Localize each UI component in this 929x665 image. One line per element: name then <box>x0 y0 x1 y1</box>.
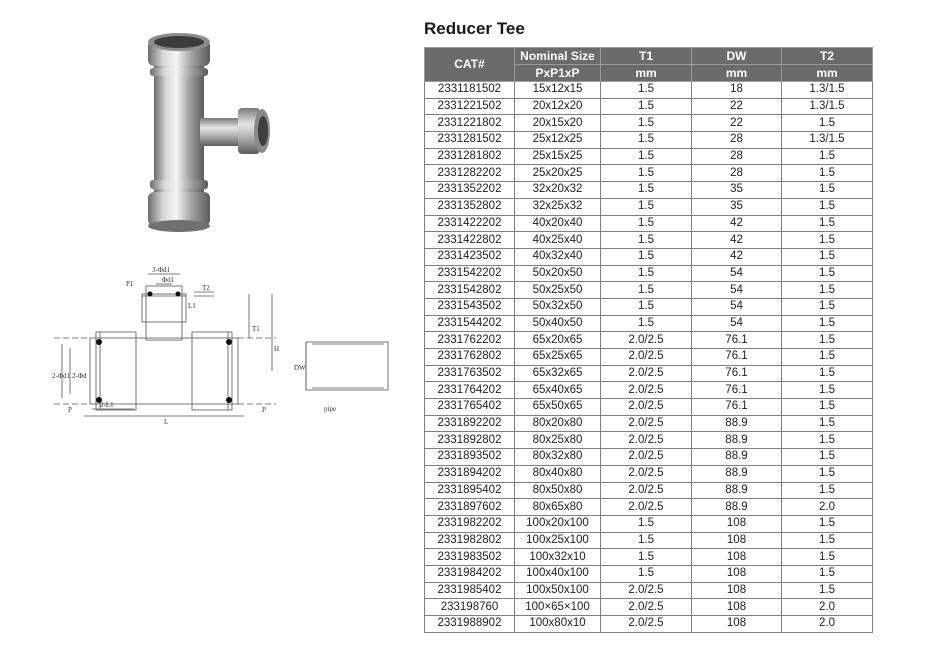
cell-t2: 1.5 <box>782 532 873 549</box>
cell-dw: 88.9 <box>692 415 782 432</box>
cell-cat-number: 2331543502 <box>425 298 515 315</box>
cell-cat-number: 2331893502 <box>425 449 515 466</box>
cell-t2: 1.5 <box>782 265 873 282</box>
cell-nominal-size: 40x25x40 <box>515 232 601 249</box>
cell-nominal-size: 80x65x80 <box>515 499 601 516</box>
cell-nominal-size: 65x32x65 <box>515 365 601 382</box>
cell-dw: 22 <box>692 115 782 132</box>
cell-t2: 1.5 <box>782 198 873 215</box>
table-row <box>425 499 873 516</box>
cell-t1: 2.0/2.5 <box>601 499 692 516</box>
cell-dw: 88.9 <box>692 482 782 499</box>
cell-nominal-size: 15x12x15 <box>515 82 601 99</box>
table-row <box>425 298 873 315</box>
cell-t2: 1.5 <box>782 482 873 499</box>
cell-cat-number: 2331765402 <box>425 399 515 416</box>
cell-cat-number: 2331542802 <box>425 282 515 299</box>
cell-cat-number: 2331983502 <box>425 549 515 566</box>
header-dw-unit: mm <box>692 65 782 82</box>
cell-dw: 88.9 <box>692 432 782 449</box>
table-row <box>425 565 873 582</box>
cell-nominal-size: 20x12x20 <box>515 98 601 115</box>
cell-nominal-size: 65x25x65 <box>515 349 601 366</box>
cell-t2: 1.5 <box>782 115 873 132</box>
table-row <box>425 232 873 249</box>
tee-technical-drawing <box>44 266 390 436</box>
cell-t1: 1.5 <box>601 549 692 566</box>
cell-dw: 54 <box>692 298 782 315</box>
cell-t1: 2.0/2.5 <box>601 582 692 599</box>
cell-dw: 28 <box>692 165 782 182</box>
cell-t2: 1.5 <box>782 382 873 399</box>
table-row <box>425 265 873 282</box>
table-row <box>425 332 873 349</box>
header-nominal-size: Nominal Size <box>515 48 601 65</box>
table-row <box>425 215 873 232</box>
cell-nominal-size: 65x40x65 <box>515 382 601 399</box>
cell-t2: 1.5 <box>782 315 873 332</box>
cell-nominal-size: 100x80x10 <box>515 616 601 633</box>
cell-cat-number: 2331221802 <box>425 115 515 132</box>
cell-dw: 108 <box>692 582 782 599</box>
drawing-label-t1: T1 <box>252 325 260 333</box>
cell-t1: 1.5 <box>601 132 692 149</box>
cell-t1: 1.5 <box>601 265 692 282</box>
header-t1: T1 <box>601 48 692 65</box>
cell-t1: 1.5 <box>601 298 692 315</box>
cell-cat-number: 2331988902 <box>425 616 515 633</box>
cell-dw: 108 <box>692 565 782 582</box>
cell-cat-number: 2331422202 <box>425 215 515 232</box>
cell-nominal-size: 100x50x100 <box>515 582 601 599</box>
table-row <box>425 349 873 366</box>
cell-dw: 54 <box>692 315 782 332</box>
drawing-label-pipe: pipe <box>324 405 337 413</box>
cell-t2: 1.5 <box>782 549 873 566</box>
cell-dw: 108 <box>692 549 782 566</box>
cell-t1: 2.0/2.5 <box>601 332 692 349</box>
cell-dw: 28 <box>692 148 782 165</box>
cell-cat-number: 2331897602 <box>425 499 515 516</box>
cell-dw: 76.1 <box>692 399 782 416</box>
table-row <box>425 449 873 466</box>
spec-table-header <box>425 48 873 82</box>
cell-dw: 42 <box>692 215 782 232</box>
cell-dw: 108 <box>692 599 782 616</box>
cell-nominal-size: 65x50x65 <box>515 399 601 416</box>
cell-t2: 1.5 <box>782 565 873 582</box>
cell-dw: 28 <box>692 132 782 149</box>
cell-t1: 1.5 <box>601 215 692 232</box>
cell-cat-number: 2331894202 <box>425 465 515 482</box>
drawing-label-bottom-l: 2-L1 <box>100 401 114 409</box>
cell-dw: 88.9 <box>692 499 782 516</box>
header-t2: T2 <box>782 48 873 65</box>
cell-t1: 1.5 <box>601 565 692 582</box>
cell-t2: 1.5 <box>782 298 873 315</box>
cell-t2: 1.5 <box>782 515 873 532</box>
cell-dw: 88.9 <box>692 449 782 466</box>
cell-nominal-size: 80x32x80 <box>515 449 601 466</box>
table-row <box>425 549 873 566</box>
table-row <box>425 415 873 432</box>
cell-nominal-size: 50x20x50 <box>515 265 601 282</box>
drawing-label-l1: L1 <box>188 302 196 310</box>
table-row <box>425 115 873 132</box>
cell-cat-number: 2331423502 <box>425 248 515 265</box>
cell-t1: 1.5 <box>601 282 692 299</box>
drawing-label-p-left: P <box>68 406 72 414</box>
table-row <box>425 365 873 382</box>
cell-t2: 1.5 <box>782 349 873 366</box>
cell-cat-number: 2331762802 <box>425 349 515 366</box>
cell-t1: 1.5 <box>601 148 692 165</box>
cell-t1: 2.0/2.5 <box>601 399 692 416</box>
drawing-label-p-right: P <box>262 406 266 414</box>
drawing-label-d1: Φd1 <box>162 276 175 284</box>
table-row <box>425 198 873 215</box>
header-t1-unit: mm <box>601 65 692 82</box>
cell-t2: 1.5 <box>782 415 873 432</box>
cell-nominal-size: 100x40x100 <box>515 565 601 582</box>
table-row <box>425 315 873 332</box>
spec-table-body <box>425 82 873 633</box>
drawing-label-h: H <box>274 345 280 353</box>
cell-t1: 1.5 <box>601 198 692 215</box>
cell-nominal-size: 80x25x80 <box>515 432 601 449</box>
header-cat: CAT# <box>425 48 515 82</box>
header-t2-unit: mm <box>782 65 873 82</box>
drawing-label-dw: DW <box>294 364 306 372</box>
cell-nominal-size: 50x40x50 <box>515 315 601 332</box>
cell-t2: 2.0 <box>782 616 873 633</box>
cell-cat-number: 2331895402 <box>425 482 515 499</box>
table-row <box>425 599 873 616</box>
cell-t2: 1.5 <box>782 399 873 416</box>
cell-t2: 2.0 <box>782 499 873 516</box>
cell-t1: 1.5 <box>601 532 692 549</box>
cell-cat-number: 2331282202 <box>425 165 515 182</box>
cell-cat-number: 2331542202 <box>425 265 515 282</box>
cell-t2: 1.5 <box>782 232 873 249</box>
table-row <box>425 399 873 416</box>
cell-t1: 2.0/2.5 <box>601 616 692 633</box>
table-row <box>425 465 873 482</box>
cell-t1: 1.5 <box>601 232 692 249</box>
drawing-label-left-d: 2-Φd <box>72 372 87 380</box>
cell-t1: 2.0/2.5 <box>601 432 692 449</box>
table-row <box>425 132 873 149</box>
cell-dw: 76.1 <box>692 365 782 382</box>
cell-t2: 1.3/1.5 <box>782 132 873 149</box>
cell-dw: 18 <box>692 82 782 99</box>
cell-dw: 54 <box>692 282 782 299</box>
cell-dw: 108 <box>692 515 782 532</box>
cell-t2: 1.3/1.5 <box>782 98 873 115</box>
table-row <box>425 82 873 99</box>
cell-nominal-size: 100x25x100 <box>515 532 601 549</box>
cell-nominal-size: 40x20x40 <box>515 215 601 232</box>
cell-t2: 1.5 <box>782 248 873 265</box>
cell-nominal-size: 32x25x32 <box>515 198 601 215</box>
cell-t1: 1.5 <box>601 115 692 132</box>
cell-cat-number: 2331762202 <box>425 332 515 349</box>
cell-t1: 2.0/2.5 <box>601 482 692 499</box>
cell-dw: 76.1 <box>692 332 782 349</box>
table-row <box>425 248 873 265</box>
cell-nominal-size: 100x20x100 <box>515 515 601 532</box>
cell-nominal-size: 50x25x50 <box>515 282 601 299</box>
cell-t1: 1.5 <box>601 82 692 99</box>
drawing-label-p1: P1 <box>126 280 134 288</box>
header-dw: DW <box>692 48 782 65</box>
drawing-label-t2: T2 <box>202 284 210 292</box>
cell-cat-number: 2331982802 <box>425 532 515 549</box>
cell-t1: 1.5 <box>601 515 692 532</box>
cell-cat-number: 2331221502 <box>425 98 515 115</box>
table-row <box>425 382 873 399</box>
cell-cat-number: 2331892802 <box>425 432 515 449</box>
cell-nominal-size: 80x40x80 <box>515 465 601 482</box>
cell-t2: 1.5 <box>782 282 873 299</box>
cell-t2: 1.5 <box>782 582 873 599</box>
cell-nominal-size: 32x20x32 <box>515 182 601 199</box>
cell-t1: 2.0/2.5 <box>601 465 692 482</box>
cell-t2: 1.3/1.5 <box>782 82 873 99</box>
cell-t1: 2.0/2.5 <box>601 349 692 366</box>
reducer-tee-product-image <box>130 28 290 243</box>
cell-dw: 76.1 <box>692 382 782 399</box>
drawing-label-l: L <box>164 418 169 426</box>
table-row <box>425 582 873 599</box>
cell-t1: 2.0/2.5 <box>601 599 692 616</box>
cell-cat-number: 2331892202 <box>425 415 515 432</box>
cell-nominal-size: 25x20x25 <box>515 165 601 182</box>
cell-t1: 2.0/2.5 <box>601 415 692 432</box>
cell-cat-number: 2331544202 <box>425 315 515 332</box>
drawing-label-top-dim: 3-Φd1 <box>152 266 170 274</box>
cell-cat-number: 2331985402 <box>425 582 515 599</box>
cell-dw: 35 <box>692 182 782 199</box>
cell-t2: 1.5 <box>782 432 873 449</box>
spec-table <box>424 47 873 633</box>
header-nominal-sub: PxP1xP <box>515 65 601 82</box>
cell-nominal-size: 80x50x80 <box>515 482 601 499</box>
cell-dw: 42 <box>692 248 782 265</box>
cell-cat-number: 2331281802 <box>425 148 515 165</box>
cell-t2: 1.5 <box>782 365 873 382</box>
cell-t1: 1.5 <box>601 182 692 199</box>
cell-nominal-size: 80x20x80 <box>515 415 601 432</box>
cell-cat-number: 2331352802 <box>425 198 515 215</box>
cell-t1: 1.5 <box>601 248 692 265</box>
cell-cat-number: 233198760 <box>425 599 515 616</box>
cell-t2: 1.5 <box>782 449 873 466</box>
cell-dw: 108 <box>692 616 782 633</box>
cell-t2: 2.0 <box>782 599 873 616</box>
cell-t2: 1.5 <box>782 215 873 232</box>
cell-t2: 1.5 <box>782 332 873 349</box>
cell-nominal-size: 50x32x50 <box>515 298 601 315</box>
cell-nominal-size: 40x32x40 <box>515 248 601 265</box>
cell-nominal-size: 20x15x20 <box>515 115 601 132</box>
cell-nominal-size: 25x12x25 <box>515 132 601 149</box>
cell-cat-number: 2331352202 <box>425 182 515 199</box>
table-row <box>425 182 873 199</box>
cell-t1: 2.0/2.5 <box>601 382 692 399</box>
cell-t1: 2.0/2.5 <box>601 365 692 382</box>
cell-dw: 88.9 <box>692 465 782 482</box>
cell-dw: 22 <box>692 98 782 115</box>
drawing-label-left-d1: 2-Φd1 <box>52 372 70 380</box>
table-row <box>425 532 873 549</box>
cell-t1: 1.5 <box>601 315 692 332</box>
cell-cat-number: 2331984202 <box>425 565 515 582</box>
cell-cat-number: 2331982202 <box>425 515 515 532</box>
cell-cat-number: 2331181502 <box>425 82 515 99</box>
cell-nominal-size: 25x15x25 <box>515 148 601 165</box>
cell-t2: 1.5 <box>782 148 873 165</box>
cell-dw: 42 <box>692 232 782 249</box>
cell-t1: 2.0/2.5 <box>601 449 692 466</box>
cell-dw: 108 <box>692 532 782 549</box>
cell-nominal-size: 65x20x65 <box>515 332 601 349</box>
page-title: Reducer Tee <box>424 19 525 38</box>
cell-t2: 1.5 <box>782 165 873 182</box>
table-row <box>425 98 873 115</box>
cell-t2: 1.5 <box>782 465 873 482</box>
cell-dw: 76.1 <box>692 349 782 366</box>
cell-nominal-size: 100x32x10 <box>515 549 601 566</box>
table-row <box>425 616 873 633</box>
cell-dw: 54 <box>692 265 782 282</box>
cell-t1: 1.5 <box>601 165 692 182</box>
cell-t1: 1.5 <box>601 98 692 115</box>
table-row <box>425 515 873 532</box>
cell-cat-number: 2331763502 <box>425 365 515 382</box>
cell-t2: 1.5 <box>782 182 873 199</box>
table-row <box>425 282 873 299</box>
cell-nominal-size: 100×65×100 <box>515 599 601 616</box>
cell-cat-number: 2331422802 <box>425 232 515 249</box>
cell-cat-number: 2331281502 <box>425 132 515 149</box>
cell-cat-number: 2331764202 <box>425 382 515 399</box>
table-row <box>425 165 873 182</box>
table-row <box>425 148 873 165</box>
table-row <box>425 482 873 499</box>
table-row <box>425 432 873 449</box>
cell-dw: 35 <box>692 198 782 215</box>
